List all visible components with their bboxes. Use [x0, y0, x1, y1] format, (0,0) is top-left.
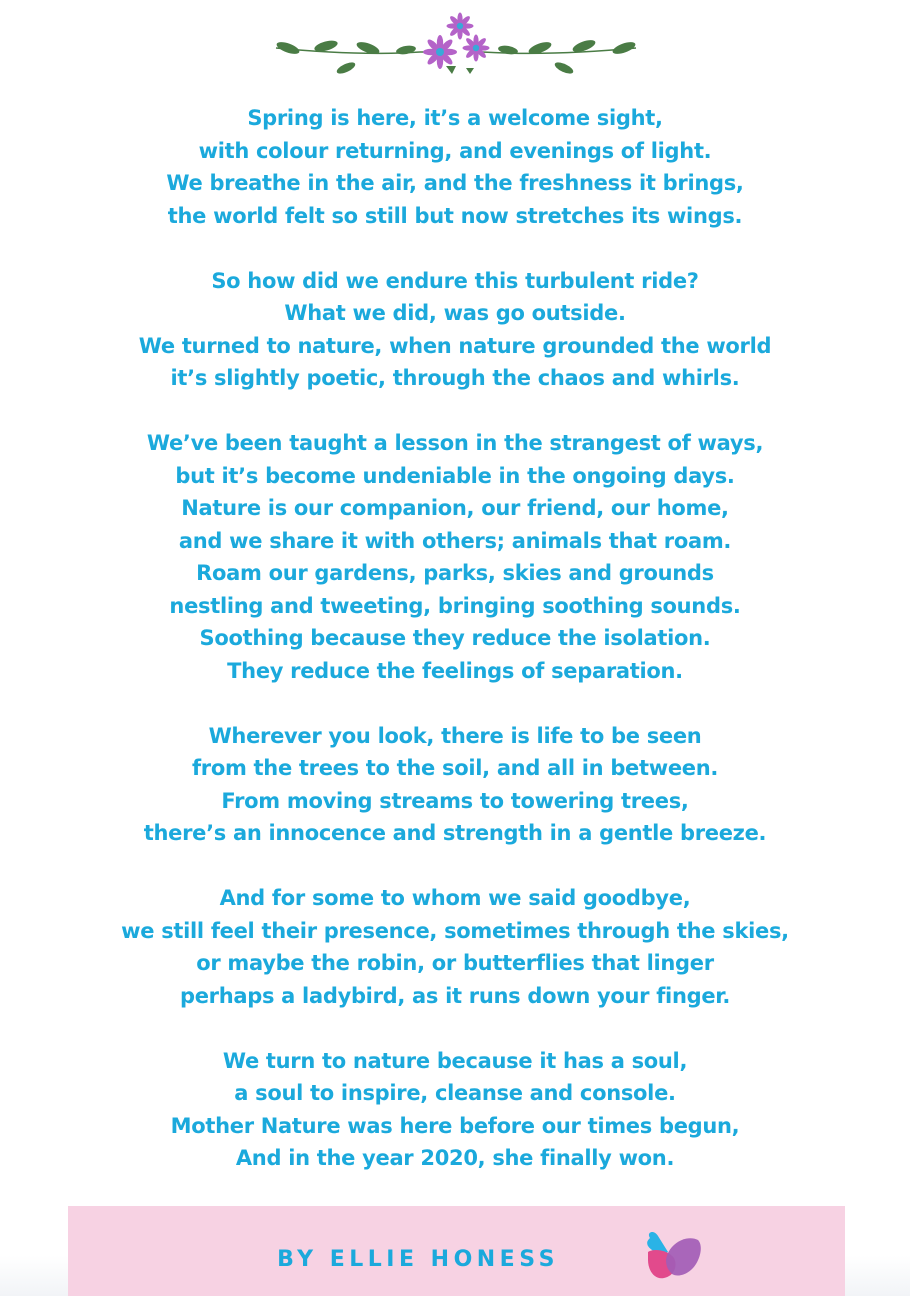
poem-line: nestling and tweeting, bringing soothing sounds.: [169, 593, 741, 618]
poem-line: from the trees to the soil, and all in between.: [191, 756, 719, 780]
poem-line: We breathe in the air, and the freshness it brings,: [166, 171, 744, 195]
poem-line: And for some to whom we said goodbye,: [219, 886, 691, 910]
poem-line: or maybe the robin, or butterflies that linger: [196, 951, 714, 975]
poem-line: Nature is our companion, our friend, our home,: [181, 496, 729, 520]
poem-body: [0, 102, 910, 1207]
stanza-1: [0, 102, 910, 232]
poem-line: We turned to nature, when nature grounded the world: [138, 333, 772, 358]
poem-line: we still feel their presence, sometimes through the skies,: [121, 918, 789, 943]
poem-line: What we did, was go outside.: [284, 301, 626, 325]
poem-line: They reduce the feelings of separation.: [227, 658, 683, 683]
poem-line: Roam our gardens, parks, skies and grounds: [196, 561, 714, 585]
poem-line: Soothing because they reduce the isolation.: [199, 626, 711, 650]
poem-line: Wherever you look, there is life to be seen: [208, 723, 702, 748]
stanza-4: [0, 720, 910, 850]
floral-vine-ornament-icon: [270, 8, 642, 80]
poem-line: there’s an innocence and strength in a gentle breeze.: [143, 821, 767, 845]
poem-line: We turn to nature because it has a soul,: [222, 1048, 688, 1073]
poem-line: Spring is here, it’s a welcome sight,: [247, 106, 663, 130]
stanza-5: [0, 882, 910, 1012]
stanza-2: [0, 265, 910, 395]
poem-line: And in the year 2020, she finally won.: [235, 1146, 675, 1170]
footer-edge-right: [845, 1206, 910, 1296]
poem-line: with colour returning, and evenings of light.: [198, 138, 712, 163]
stanza-3: [0, 427, 910, 687]
poem-line: it’s slightly poetic, through the chaos and whirls.: [170, 366, 740, 390]
poem-line: We’ve been taught a lesson in the strangest of ways,: [146, 431, 764, 455]
poem-line: and we share it with others; animals that roam.: [178, 528, 732, 553]
poem-line: From moving streams to towering trees,: [221, 788, 689, 813]
poem-line: perhaps a ladybird, as it runs down your finger.: [179, 983, 731, 1008]
poem-line: the world felt so still but now stretches its wings.: [167, 203, 743, 228]
poem-line: but it’s become undeniable in the ongoing days.: [175, 463, 735, 488]
butterfly-logo-icon: [644, 1230, 702, 1282]
poem-line: a soul to inspire, cleanse and console.: [234, 1081, 676, 1105]
footer-edge-left: [0, 1206, 68, 1296]
poem-line: Mother Nature was here before our times begun,: [170, 1113, 740, 1138]
author-byline: BY ELLIE HONESS: [277, 1247, 559, 1272]
stanza-6: [0, 1045, 910, 1175]
poem-line: So how did we endure this turbulent ride?: [211, 268, 699, 293]
